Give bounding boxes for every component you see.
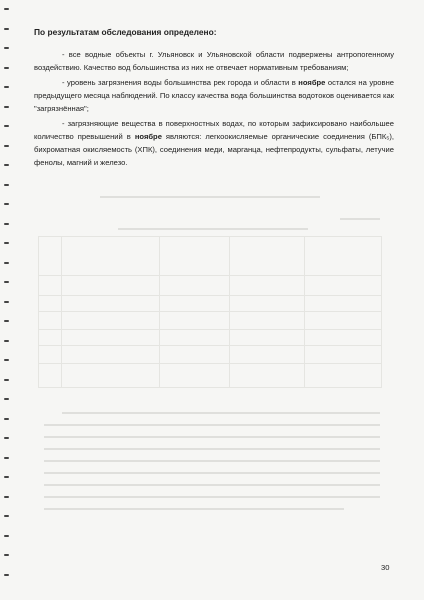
show-through-line [44, 508, 344, 510]
binding-hole [4, 184, 9, 186]
show-through-line [340, 218, 380, 220]
binding-hole [4, 242, 9, 244]
binding-hole [4, 418, 9, 420]
binding-hole [4, 535, 9, 537]
binding-hole [4, 496, 9, 498]
binding-hole [4, 106, 9, 108]
show-through-line [44, 436, 380, 438]
paragraph-text: - уровень загрязнения воды большинства рек города и области в [62, 78, 299, 87]
show-through-line [62, 412, 380, 414]
paragraph-text: остался на уровне предыдущего месяца наблюдений. По классу качества вода большинства водотоков оценивается как "загрязнённая"; [34, 78, 394, 113]
binding-hole [4, 379, 9, 381]
paragraph-text: - загрязняющие вещества в поверхностных водах, по которым зафиксировано наибольшее количество превышений в [34, 119, 394, 141]
binding-hole [4, 28, 9, 30]
binding-hole [4, 301, 9, 303]
page-number: 30 [381, 563, 390, 572]
show-through-line [44, 472, 380, 474]
binding-hole [4, 398, 9, 400]
binding-hole [4, 8, 9, 10]
binding-holes [4, 8, 10, 592]
show-through-line [100, 196, 320, 198]
paragraph-text: являются: легкоокисляемые органические соединения (БПК₅), бихроматная окисляемость (ХПК), соединения меди, марганца, нефтепродукты, сульфаты, летучие фенолы, магний и железо. [34, 132, 394, 167]
show-through-line [44, 496, 380, 498]
section-heading: По результатам обследования определено: [34, 27, 217, 37]
binding-hole [4, 164, 9, 166]
paragraph-text: - все водные объекты г. Ульяновск и Ульяновской области подвержены антропогенному воздействию. Качество вод большинства из них не отвечает нормативным требованиям; [34, 50, 394, 72]
show-through-line [44, 448, 380, 450]
show-through-line [44, 460, 380, 462]
show-through-table [38, 236, 382, 388]
binding-hole [4, 125, 9, 127]
paragraph-bold-month: ноябре [298, 78, 326, 87]
finding-paragraph-2 [34, 76, 394, 115]
finding-paragraph-1 [34, 48, 394, 74]
binding-hole [4, 281, 9, 283]
binding-hole [4, 340, 9, 342]
binding-hole [4, 437, 9, 439]
show-through-line [44, 484, 380, 486]
binding-hole [4, 86, 9, 88]
binding-hole [4, 320, 9, 322]
document-body [34, 26, 394, 171]
finding-paragraph-3 [34, 117, 394, 169]
binding-hole [4, 359, 9, 361]
binding-hole [4, 574, 9, 576]
binding-hole [4, 223, 9, 225]
binding-hole [4, 145, 9, 147]
show-through-line [44, 424, 380, 426]
binding-hole [4, 47, 9, 49]
paragraph-bold-month: ноябре [134, 132, 162, 141]
binding-hole [4, 67, 9, 69]
binding-hole [4, 554, 9, 556]
binding-hole [4, 476, 9, 478]
binding-hole [4, 515, 9, 517]
binding-hole [4, 457, 9, 459]
binding-hole [4, 262, 9, 264]
show-through-line [118, 228, 308, 230]
binding-hole [4, 203, 9, 205]
